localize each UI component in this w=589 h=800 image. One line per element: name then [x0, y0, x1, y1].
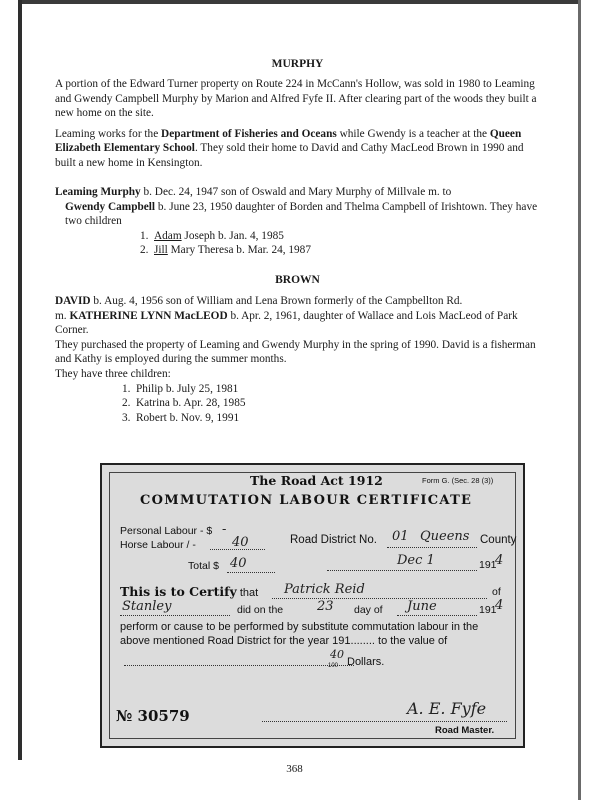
employer-name: Department of Fisheries and Oceans	[161, 127, 337, 140]
county-label: County	[480, 534, 517, 546]
day-handwritten: 23	[317, 599, 334, 614]
leaming-name: Leaming Murphy	[55, 186, 141, 198]
page-number: 368	[286, 763, 303, 775]
dollars-cents: 100	[328, 663, 339, 669]
gwendy-entry	[55, 200, 540, 229]
horse-labour-value: 40	[232, 535, 249, 550]
murphy-children-list	[55, 229, 540, 258]
dollars-handwritten: 40	[330, 648, 344, 661]
murphy-genealogy	[55, 185, 540, 258]
certify-title: This is to Certify	[120, 584, 237, 599]
signature-line	[262, 721, 507, 722]
issue-year-digit: 4	[495, 553, 504, 568]
david-details: b. Aug. 4, 1956 son of William and Lena Brown formerly of the Campbellton Rd.	[90, 295, 463, 307]
month-handwritten: June	[407, 599, 437, 614]
road-district-number: 01	[392, 529, 409, 544]
murphy-section	[55, 77, 540, 171]
para2-text-a: Leaming works for the	[55, 127, 162, 140]
district-line	[387, 547, 477, 548]
road-master-signature: A. E. Fyfe	[407, 699, 487, 718]
year2-digit: 4	[495, 598, 504, 613]
certificate-heading: COMMUTATION LABOUR CERTIFICATE	[140, 493, 473, 508]
leaming-details: b. Dec. 24, 1947 son of Oswald and Mary Murphy of Millvale m. to	[140, 186, 452, 198]
dollars-label: Dollars.	[347, 656, 385, 668]
month-line	[397, 615, 477, 616]
list-item: 1. Adam Joseph b. Jan. 4, 1985	[140, 229, 284, 242]
commutation-certificate-image	[100, 463, 525, 748]
name-handwritten: Patrick Reid	[284, 582, 365, 597]
amount-line	[124, 665, 354, 666]
david-entry	[55, 294, 540, 309]
brown-heading: BROWN	[275, 274, 320, 286]
david-name: DAVID	[55, 295, 91, 307]
murphy-heading: MURPHY	[271, 58, 324, 70]
scan-border-right	[578, 0, 581, 800]
murphy-paragraph-1: A portion of the Edward Turner property on Route 224 in McCann's Hollow, was sold in 1980 to Leaming and Gwendy Campbell Murphy by Marion and Alfred Fyfe II. After clearing part of the woods they built a new home on the site.	[55, 78, 537, 120]
certificate-title: The Road Act 1912	[250, 473, 383, 488]
horse-labour-line	[210, 549, 265, 550]
scan-border-left	[18, 0, 22, 760]
katherine-details: b. Apr. 2, 1961, daughter of Wallace and Lois MacLeod of Park Corner.	[55, 309, 518, 337]
certificate-number: № 30579	[116, 707, 190, 725]
brown-children-list	[55, 382, 540, 426]
of-label: of	[492, 586, 501, 598]
total-label: Total $	[188, 560, 219, 572]
gwendy-name: Gwendy Campbell	[65, 200, 156, 213]
issue-date-handwritten: Dec 1	[397, 553, 435, 568]
list-item: 2. Jill Mary Theresa b. Mar. 24, 1987	[140, 244, 311, 257]
personal-labour-value: -	[222, 522, 227, 537]
total-value: 40	[230, 556, 247, 571]
certificate-form-ref: Form G. (Sec. 28 (3))	[422, 476, 494, 485]
personal-labour-label: Personal Labour - $	[120, 525, 213, 537]
list-item: 3. Robert b. Nov. 9, 1991	[122, 411, 240, 424]
para2-text-c: while Gwendy is a teacher at the	[336, 127, 490, 140]
brown-paragraph: They purchased the property of Leaming and Gwendy Murphy in the spring of 1990. David is a fisherman and Kathy is employed during the summer months.	[55, 338, 536, 366]
leaming-entry	[55, 185, 540, 200]
brown-children-intro: They have three children:	[55, 367, 171, 380]
horse-labour-label: Horse Labour / -	[120, 539, 196, 551]
certificate-line-3: perform or cause to be performed by substitute commutation labour in the	[120, 621, 479, 633]
issue-year-label: 191	[479, 559, 497, 571]
para2-text-e: . They sold their home to David and Cathy MacLeod Brown in 1990 and built a new home in Kensington.	[55, 142, 524, 169]
place-handwritten: Stanley	[122, 599, 172, 614]
katherine-name: KATHERINE LYNN MacLEOD	[69, 309, 228, 322]
school-name: Queen Elizabeth Elementary School	[55, 127, 522, 155]
road-district-label: Road District No.	[290, 534, 377, 546]
place-line	[120, 615, 230, 616]
murphy-paragraph-2	[55, 127, 540, 171]
scan-border-top	[18, 0, 578, 4]
name-line	[272, 598, 487, 599]
list-item: 1. Philip b. July 25, 1981	[122, 382, 239, 395]
day-of-label: day of	[354, 604, 383, 616]
county-handwritten: Queens	[420, 529, 470, 544]
gwendy-details: b. June 23, 1950 daughter of Borden and Thelma Campbell of Irishtown. They have two children	[65, 200, 538, 228]
year2-label: 191	[479, 604, 497, 616]
brown-section	[55, 294, 540, 425]
did-on-label: did on the	[237, 604, 284, 616]
road-master-label: Road Master.	[435, 725, 495, 736]
date-line	[327, 570, 477, 571]
list-item: 2. Katrina b. Apr. 28, 1985	[122, 397, 246, 410]
certificate-line-4: above mentioned Road District for the year 191........ to the value of	[120, 635, 448, 647]
certify-that: that	[236, 587, 259, 599]
katherine-entry: m. KATHERINE LYNN MacLEOD b. Apr. 2, 1961, daughter of Wallace and Lois MacLeod of Park Corner.	[55, 309, 518, 337]
total-line	[227, 572, 275, 573]
